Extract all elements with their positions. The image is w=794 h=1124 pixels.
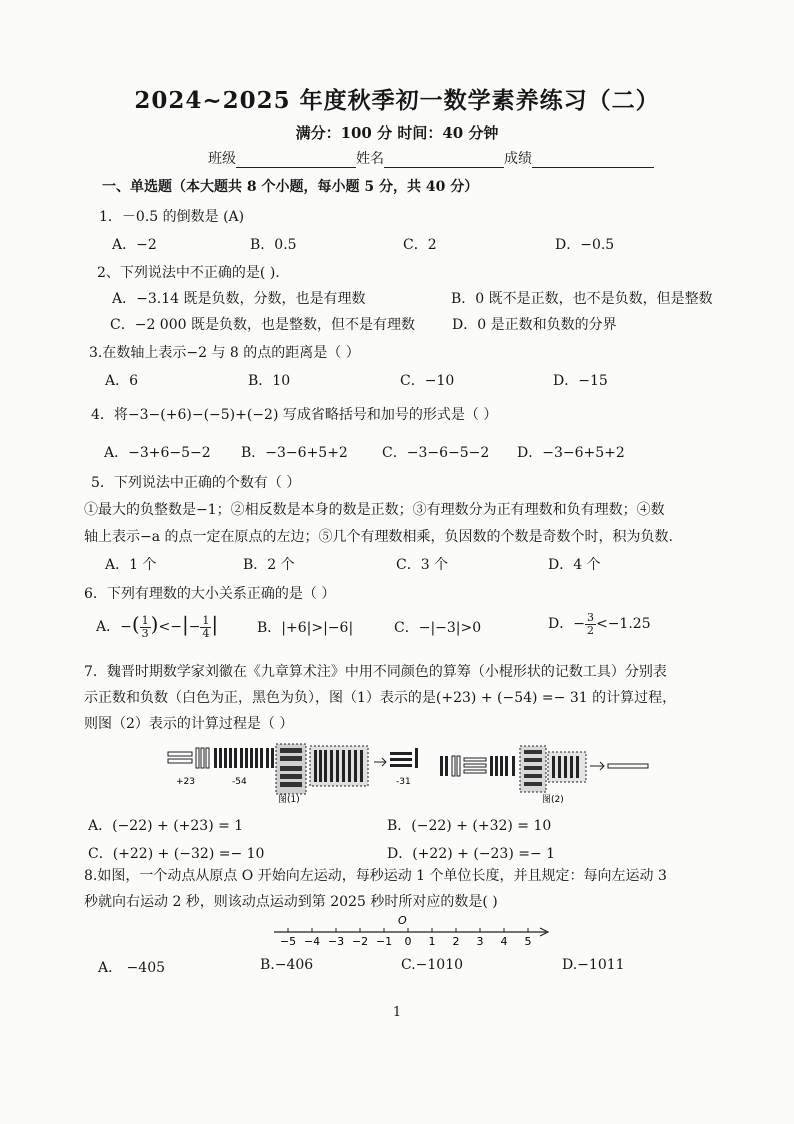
fig1-label-minus31: -31: [396, 777, 411, 787]
q1-option-c[interactable]: C．2: [403, 237, 437, 253]
q5-option-c[interactable]: C．3 个: [396, 557, 449, 573]
class-label: 班级: [208, 151, 236, 167]
q4-option-b[interactable]: B．−3−6+5+2: [241, 445, 348, 461]
q7-option-c[interactable]: C．(+22) + (−32) =− 10: [88, 846, 265, 862]
q7-option-b[interactable]: B．(−22) + (+32) = 10: [387, 818, 552, 834]
tick-label: −2: [351, 935, 369, 948]
tick-label: 0: [404, 935, 412, 948]
score-label: 成绩: [504, 151, 532, 167]
class-blank[interactable]: [236, 153, 356, 168]
fig1-label-plus23: +23: [176, 777, 195, 787]
q7-line1: 7．魏晋时期数学家刘徽在《九章算术注》中用不同颜色的算筹（小棍形状的记数工具）分别表: [84, 664, 667, 680]
q8-option-a[interactable]: A． −405: [98, 960, 166, 976]
q2-option-a[interactable]: A．−3.14 既是负数，分数，也是有理数: [112, 291, 366, 307]
q1-option-a[interactable]: A．−2: [112, 237, 157, 253]
number-line-ticks: [280, 928, 532, 948]
tick-label: 2: [452, 935, 460, 948]
exam-title: 2024~2025 年度秋季初一数学素养练习（二）: [134, 87, 660, 114]
frac-a2: $\frac{1}{4}$: [202, 613, 210, 640]
tick-label: −1: [375, 935, 393, 948]
q3-stem: 3.在数轴上表示−2 与 8 的点的距离是（ ）: [89, 345, 360, 361]
tick-label: −3: [327, 935, 345, 948]
fig1-label-minus54: -54: [232, 777, 247, 787]
q4-option-a[interactable]: A．−3+6−5−2: [104, 445, 211, 461]
q4-stem: 4．将−3−(+6)−(−5)+(−2) 写成省略括号和加号的形式是（ ）: [91, 407, 498, 423]
q2-option-c[interactable]: C．−2 000 既是负数，也是整数，但不是有理数: [110, 317, 415, 333]
q8-option-b[interactable]: B.−406: [260, 957, 314, 973]
q1-stem: 1．－0.5 的倒数是 (A): [99, 209, 245, 225]
frac-a1: $\frac{1}{3}$: [141, 613, 149, 640]
q3-option-d[interactable]: D．−15: [553, 373, 608, 389]
figure-2: [440, 746, 648, 805]
student-info-row: [208, 148, 654, 168]
q5-option-a[interactable]: A．1 个: [105, 557, 157, 573]
q6-option-c[interactable]: C．−|−3|>0: [394, 620, 482, 636]
q6-option-d[interactable]: D．− $\frac{3}{2}$ <−1.25: [548, 610, 651, 637]
name-blank[interactable]: [384, 153, 504, 168]
q4-option-d[interactable]: D．−3−6+5+2: [517, 445, 625, 461]
fig1-caption: 图(1): [278, 795, 300, 805]
tick-label: −5: [279, 935, 297, 948]
q5-body-line1: ①最大的负整数是−1；②相反数是本身的数是正数；③有理数分为正有理数和负有理数；④数: [84, 502, 665, 518]
q2-stem: 2、下列说法中不正确的是( ).: [97, 265, 280, 281]
q3-option-b[interactable]: B．10: [248, 373, 291, 389]
q7-option-d[interactable]: D．(+22) + (−23) =− 1: [387, 846, 556, 862]
tick-label: 5: [524, 935, 532, 948]
q1-option-b[interactable]: B．0.5: [250, 237, 297, 253]
q5-option-d[interactable]: D．4 个: [548, 557, 601, 573]
q8-line2: 秒就向右运动 2 秒，则该动点运动到第 2025 秒时所对应的数是( ): [84, 894, 498, 910]
q8-line1: 8.如图，一个动点从原点 O 开始向左运动，每秒运动 1 个单位长度，并且规定：每向左运动 3: [84, 868, 667, 884]
q4-option-c[interactable]: C．−3−6−5−2: [382, 445, 490, 461]
q6-stem: 6．下列有理数的大小关系正确的是（ ）: [84, 586, 336, 602]
q2-option-d[interactable]: D．0 是正数和负数的分界: [452, 317, 617, 333]
name-label: 姓名: [356, 151, 384, 167]
tick-label: 1: [428, 935, 436, 948]
origin-label: O: [398, 914, 407, 927]
q7-line2: 示正数和负数（白色为正，黑色为负），图（1）表示的是(+23) + (−54) =− 31 的计算过程，: [84, 690, 677, 706]
q6-option-a[interactable]: A．−( $\frac{1}{3}$ )<−|− $\frac{1}{4}$ |: [96, 612, 219, 640]
q5-body-line2: 轴上表示−a 的点一定在原点的左边；⑤几个有理数相乘，负因数的个数是奇数个时，积为负数.: [84, 529, 673, 545]
exam-subtitle: 满分：100 分 时间：40 分钟: [295, 124, 499, 142]
q6-option-b[interactable]: B．|+6|>|−6|: [257, 620, 354, 636]
q1-option-d[interactable]: D．−0.5: [555, 237, 615, 253]
q5-option-b[interactable]: B．2 个: [243, 557, 295, 573]
q3-option-c[interactable]: C．−10: [400, 373, 455, 389]
figure-1: [168, 744, 418, 805]
q8-option-d[interactable]: D.−1011: [562, 957, 625, 973]
tick-label: −4: [303, 935, 321, 948]
tick-label: 4: [500, 935, 508, 948]
q2-option-b[interactable]: B．0 既不是正数，也不是负数，但是整数: [451, 291, 713, 307]
q7-option-a[interactable]: A．(−22) + (+23) = 1: [88, 818, 244, 834]
section-heading: 一、单选题（本大题共 8 个小题，每小题 5 分，共 40 分）: [102, 179, 479, 195]
page-number: 1: [392, 1005, 402, 1020]
tick-label: 3: [476, 935, 484, 948]
frac-d: $\frac{3}{2}$: [586, 610, 594, 637]
q3-option-a[interactable]: A．6: [105, 373, 139, 389]
score-blank[interactable]: [532, 153, 654, 168]
q8-option-c[interactable]: C.−1010: [401, 957, 464, 973]
q5-stem: 5．下列说法中正确的个数有（ ）: [91, 475, 301, 491]
counting-rods-figure: [160, 742, 660, 808]
fig2-caption: 图(2): [542, 795, 564, 805]
number-line: [270, 910, 555, 950]
q7-line3: 则图（2）表示的计算过程是（ ）: [84, 716, 294, 732]
